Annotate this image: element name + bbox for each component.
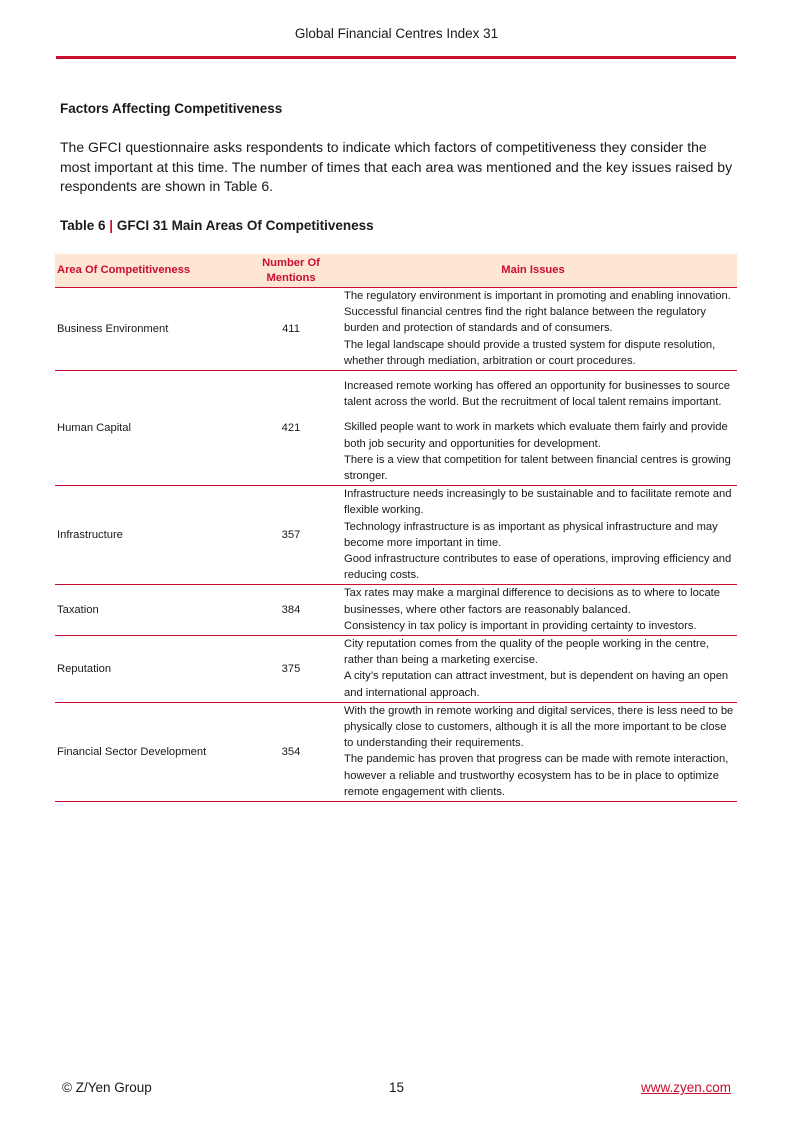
table-row xyxy=(55,486,737,585)
mentions-cell: 354 xyxy=(253,702,329,801)
area-cell: Reputation xyxy=(55,636,253,703)
issue-text: A city’s reputation can attract investment, but is dependent on having an open and international approach. xyxy=(344,670,729,699)
mentions-cell: 384 xyxy=(253,585,329,636)
table-caption-title: GFCI 31 Main Areas Of Competitiveness xyxy=(116,218,374,233)
issue-text: Consistency in tax policy is important in providing certainty to investors. xyxy=(344,619,697,632)
table-caption-separator: | xyxy=(109,218,114,233)
table-caption-label: Table 6 xyxy=(60,218,106,233)
issues-cell xyxy=(329,585,737,636)
area-cell: Taxation xyxy=(55,585,253,636)
section-heading: Factors Affecting Competitiveness xyxy=(60,101,283,116)
footer-copyright: © Z/Yen Group xyxy=(62,1080,152,1095)
issues-cell xyxy=(329,702,737,801)
issue-text: There is a view that competition for talent between financial centres is growing stronger. xyxy=(344,453,731,483)
area-cell: Financial Sector Development xyxy=(55,702,253,801)
table-caption xyxy=(60,218,374,233)
issue-text: Technology infrastructure is as important as physical infrastructure and may become more important in time. xyxy=(344,520,718,549)
column-header-mentions-line2: Mentions xyxy=(266,271,316,284)
issue-text: The pandemic has proven that progress can be made with remote interaction, however a reliable and trustworthy ecosystem has to be in place to optimize remote engagement with clients. xyxy=(344,753,729,798)
mentions-cell: 411 xyxy=(253,288,329,371)
mentions-cell: 357 xyxy=(253,486,329,585)
issue-text: Increased remote working has offered an opportunity for businesses to source talent across the world. But the recruitment of local talent remains important. xyxy=(344,380,730,409)
issues-cell xyxy=(329,288,737,371)
issue-text: Skilled people want to work in markets which evaluate them fairly and provide both job security and opportunities for development. xyxy=(344,421,728,450)
footer-page-number: 15 xyxy=(388,1080,405,1095)
mentions-cell: 421 xyxy=(253,371,329,486)
column-header-area: Area Of Competitiveness xyxy=(55,254,253,288)
issue-text: Good infrastructure contributes to ease of operations, improving efficiency and reducing costs. xyxy=(344,553,732,582)
issue-text: City reputation comes from the quality of the people working in the centre, rather than being a marketing exercise. xyxy=(344,638,710,667)
table-row xyxy=(55,288,737,371)
issues-cell xyxy=(329,486,737,585)
issue-text: The regulatory environment is important in promoting and enabling innovation. xyxy=(344,290,731,302)
issue-text: Tax rates may make a marginal difference to decisions as to where to locate businesses, where other factors are reasonably balanced. xyxy=(344,587,721,616)
column-header-issues: Main Issues xyxy=(329,254,737,288)
issues-cell xyxy=(329,371,737,486)
issues-cell xyxy=(329,636,737,703)
table-row xyxy=(55,585,737,636)
table-body xyxy=(55,288,737,802)
table-row xyxy=(55,702,737,801)
competitiveness-table xyxy=(55,254,737,802)
area-cell: Infrastructure xyxy=(55,486,253,585)
issue-text: The legal landscape should provide a trusted system for dispute resolution, whether through mediation, arbitration or court procedures. xyxy=(344,338,716,367)
header-divider xyxy=(56,56,736,59)
issue-text: With the growth in remote working and digital services, there is less need to be physically close to customers, although it is all the more important to be close to understanding their requirements. xyxy=(344,704,734,750)
intro-paragraph: The GFCI questionnaire asks respondents to indicate which factors of competitiveness they consider the most important at this time. The number of times that each area was mentioned and the key issues raised by respondents are shown in Table 6. xyxy=(60,139,733,194)
column-header-mentions-line1: Number Of xyxy=(262,256,320,269)
mentions-cell: 375 xyxy=(253,636,329,703)
issue-text: Infrastructure needs increasingly to be sustainable and to facilitate remote and flexible working. xyxy=(344,488,732,517)
table-row xyxy=(55,371,737,486)
footer-website-link[interactable]: www.zyen.com xyxy=(640,1080,731,1095)
table-row xyxy=(55,636,737,703)
issue-text: Successful financial centres find the right balance between the regulatory burden and protection of standards and of consumers. xyxy=(344,306,706,335)
running-header: Global Financial Centres Index 31 xyxy=(294,26,499,41)
column-header-mentions xyxy=(253,254,329,288)
area-cell: Business Environment xyxy=(55,288,253,371)
table-header-row xyxy=(55,254,737,288)
area-cell: Human Capital xyxy=(55,371,253,486)
